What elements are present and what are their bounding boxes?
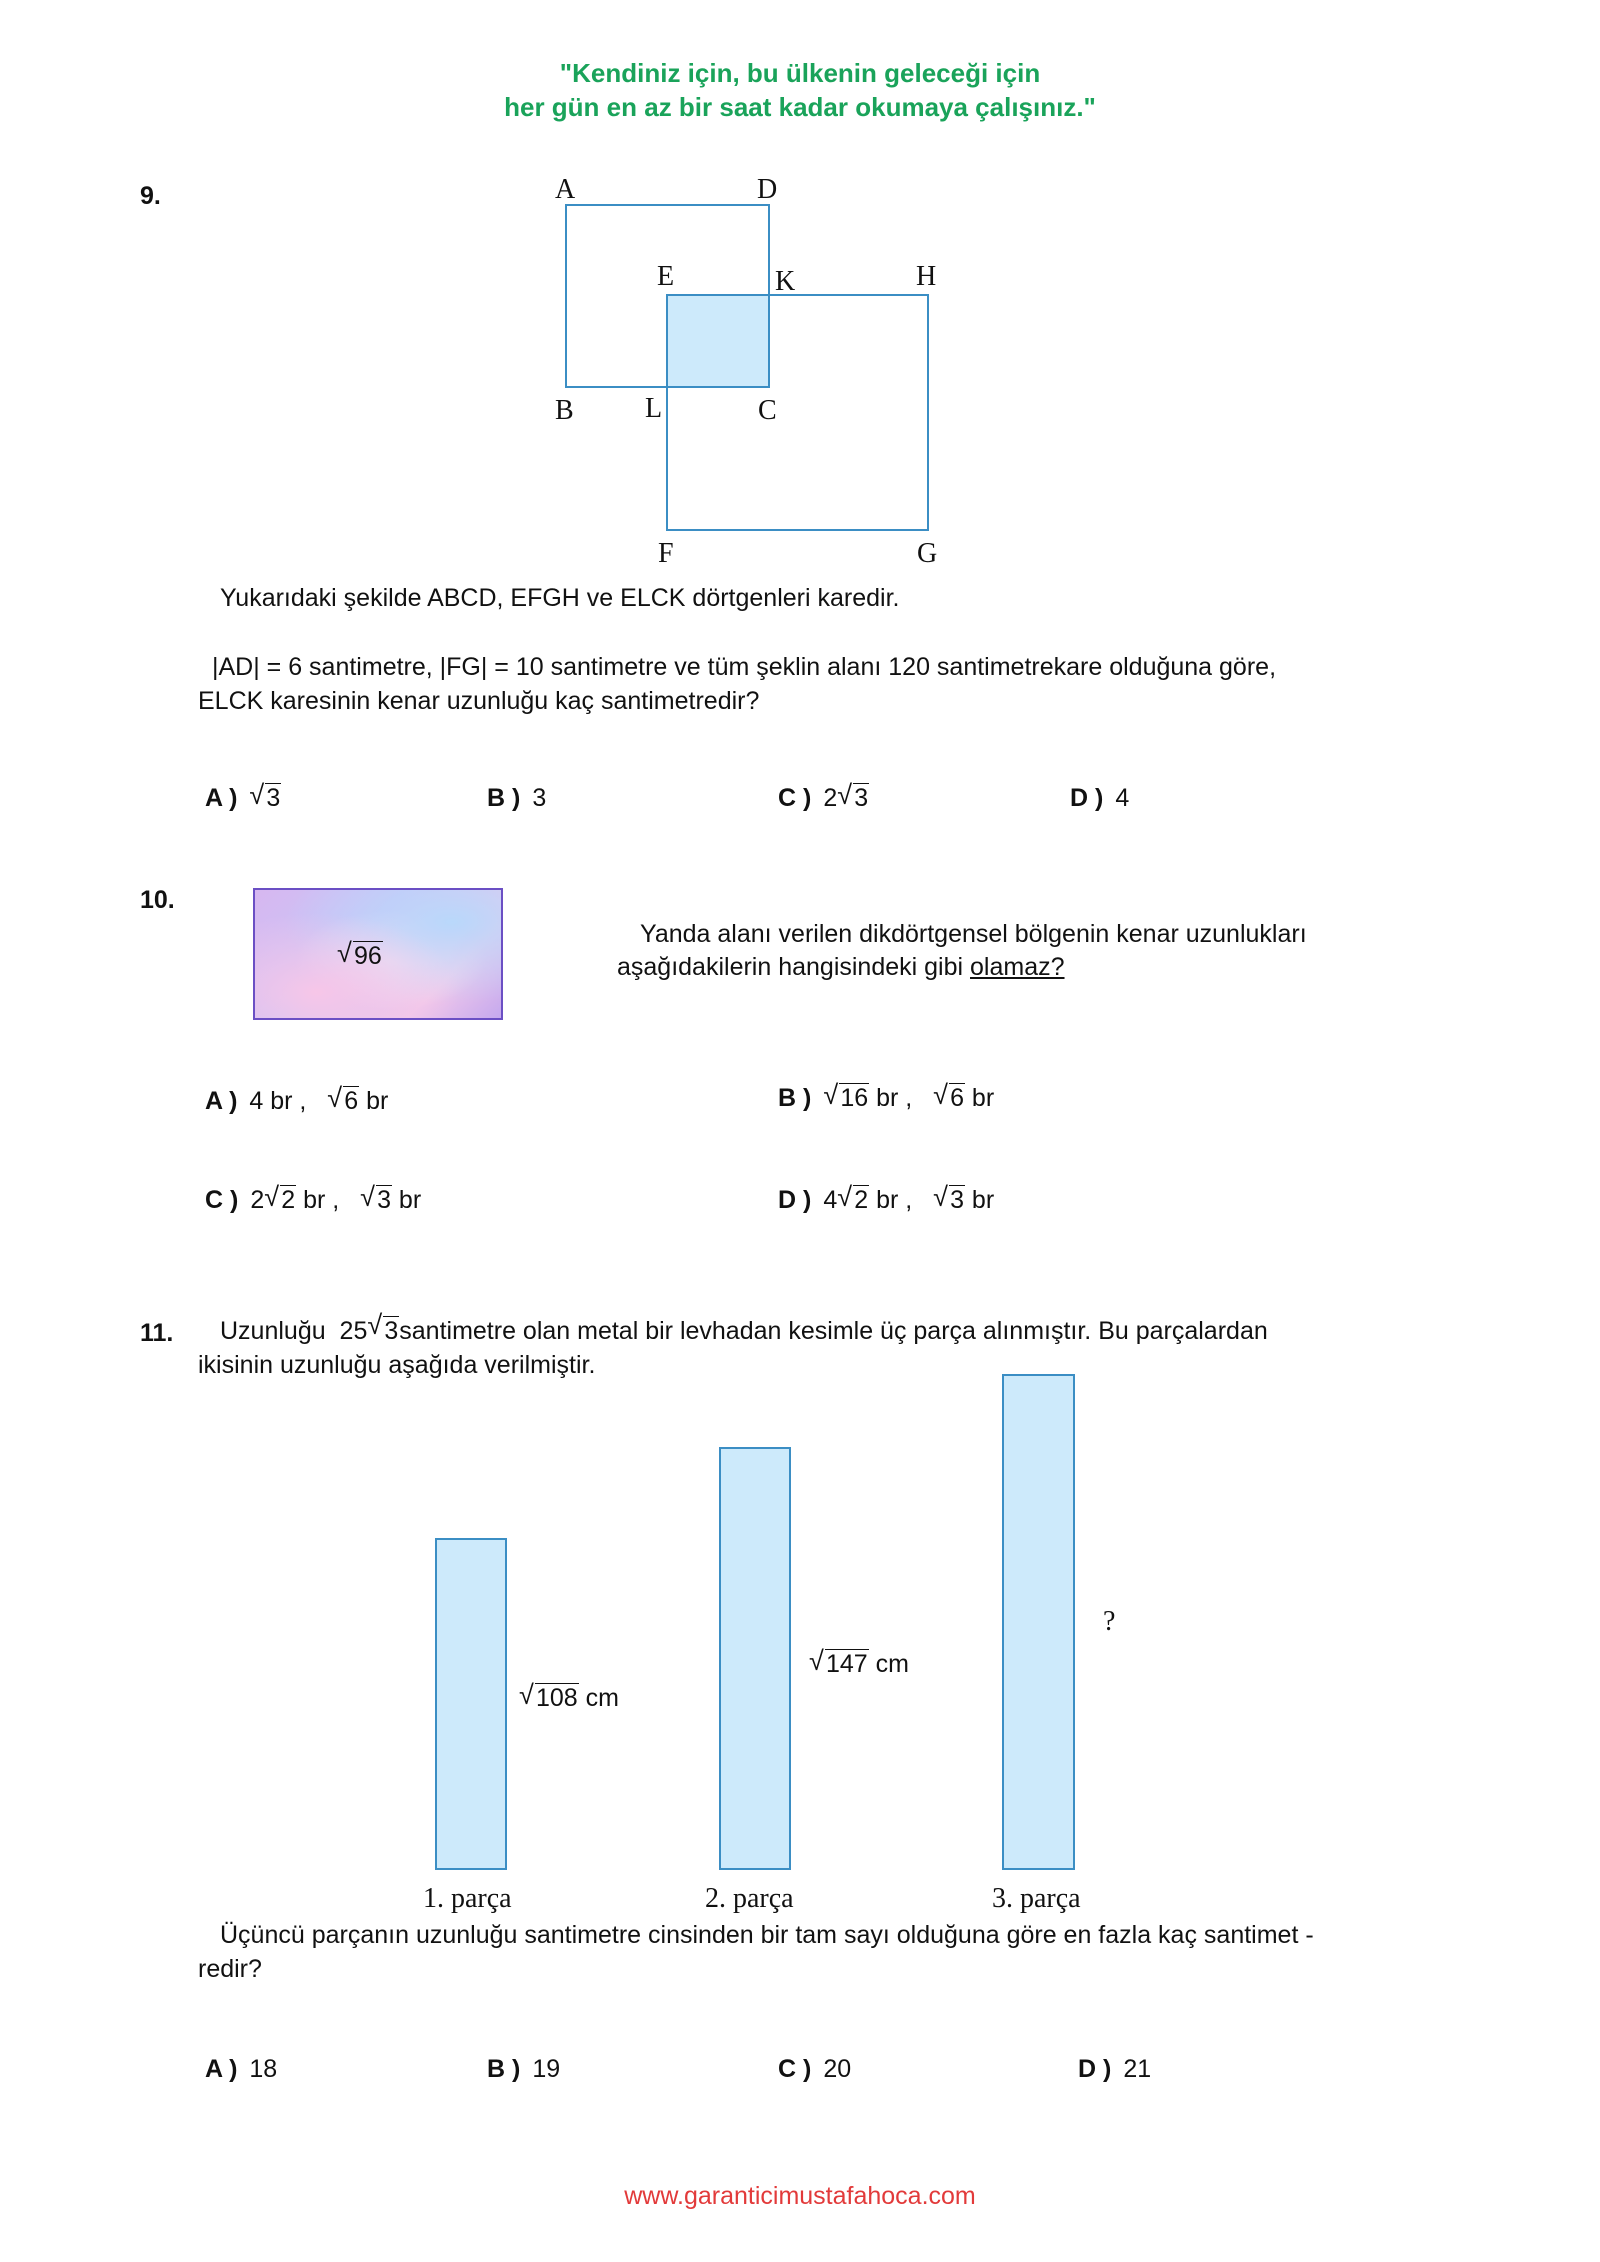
label-h: H xyxy=(916,261,937,292)
label-d: D xyxy=(757,174,778,205)
piece-3-unknown: ? xyxy=(1103,1606,1116,1637)
label-b: B xyxy=(555,395,574,426)
q9-option-c[interactable]: C ) 2 √ 3 xyxy=(778,780,869,812)
sqrt: √ 6 xyxy=(327,1083,359,1115)
question-11-text-1: Uzunluğu 25 √ 3santimetre olan metal bir levhadan kesimle üç parça alınmıştır. Bu parçalardan xyxy=(220,1310,1268,1345)
question-10-number: 10. xyxy=(140,886,175,914)
q11-option-d[interactable]: D ) 21 xyxy=(1078,2055,1152,2083)
sqrt: √ 3 xyxy=(249,780,281,812)
q11-option-b[interactable]: B ) 19 xyxy=(487,2055,561,2083)
question-11-text-4: redir? xyxy=(198,1955,262,1983)
q10-option-b[interactable]: B ) √ 16 br , √ 6 br xyxy=(778,1080,995,1112)
piece-1-bar xyxy=(435,1538,507,1870)
footer-url[interactable]: www.garanticimustafahoca.com xyxy=(624,2182,976,2210)
q11-option-a[interactable]: A ) 18 xyxy=(205,2055,278,2083)
piece-3-bar xyxy=(1002,1374,1075,1870)
quote-line-1: "Kendiniz için, bu ülkenin geleceği için xyxy=(559,58,1041,88)
piece-3-label: 3. parça xyxy=(992,1883,1081,1914)
sqrt: √ 6 xyxy=(933,1080,964,1112)
piece-2-length: √ 147 cm xyxy=(809,1646,909,1678)
area-label: √ 96 xyxy=(337,938,382,970)
q10-option-d[interactable]: D ) 4 √ 2 br , √ 3 br xyxy=(778,1182,995,1214)
question-10-text-1: Yanda alanı verilen dikdörtgensel bölgenin kenar uzunlukları xyxy=(640,920,1307,948)
quote-line-2: her gün en az bir saat kadar okumaya çalışınız." xyxy=(504,92,1096,122)
sqrt: √ 16 xyxy=(823,1080,869,1112)
q10-option-a[interactable]: A ) 4 br , √ 6 br xyxy=(205,1083,389,1115)
label-l: L xyxy=(645,393,663,424)
q9-option-a[interactable]: A ) √ 3 xyxy=(205,780,281,812)
piece-2-bar xyxy=(719,1447,791,1870)
sqrt: √ 3 xyxy=(837,780,869,812)
question-10-text-2: aşağıdakilerin hangisindeki gibi olamaz? xyxy=(617,953,1065,981)
squares-figure xyxy=(0,0,1600,600)
sqrt: √ 3 xyxy=(933,1182,964,1214)
sqrt: √ 3 xyxy=(360,1182,391,1214)
question-9-number: 9. xyxy=(140,182,161,210)
piece-1-label: 1. parça xyxy=(423,1883,512,1914)
question-11-text-3: Üçüncü parçanın uzunluğu santimetre cinsinden bir tam sayı olduğuna göre en fazla kaç santimet - xyxy=(220,1921,1314,1949)
label-g: G xyxy=(917,538,938,569)
label-e: E xyxy=(657,261,675,292)
question-9-text-3: ELCK karesinin kenar uzunluğu kaç santimetredir? xyxy=(198,687,760,715)
label-a: A xyxy=(555,174,576,205)
q9-option-d[interactable]: D ) 4 xyxy=(1070,784,1130,812)
sqrt: √ 2 xyxy=(264,1182,296,1214)
q10-option-c[interactable]: C ) 2 √ 2 br , √ 3 br xyxy=(205,1182,422,1214)
piece-1-length: √ 108 cm xyxy=(519,1680,619,1712)
label-c: C xyxy=(758,395,777,426)
question-9-text-1: Yukarıdaki şekilde ABCD, EFGH ve ELCK dörtgenleri karedir. xyxy=(220,584,900,612)
q11-option-c[interactable]: C ) 20 xyxy=(778,2055,852,2083)
q9-option-b[interactable]: B ) 3 xyxy=(487,784,547,812)
sqrt: √ 2 xyxy=(837,1182,869,1214)
label-k: K xyxy=(775,266,796,297)
question-11-text-2: ikisinin uzunluğu aşağıda verilmiştir. xyxy=(198,1351,596,1379)
label-f: F xyxy=(658,538,674,569)
piece-2-label: 2. parça xyxy=(705,1883,794,1914)
area-rectangle xyxy=(253,888,503,1020)
question-9-text-2: |AD| = 6 santimetre, |FG| = 10 santimetre ve tüm şeklin alanı 120 santimetrekare olduğuna göre, xyxy=(212,653,1277,681)
question-11-number: 11. xyxy=(140,1319,174,1347)
shaded-square-elck xyxy=(667,295,769,387)
